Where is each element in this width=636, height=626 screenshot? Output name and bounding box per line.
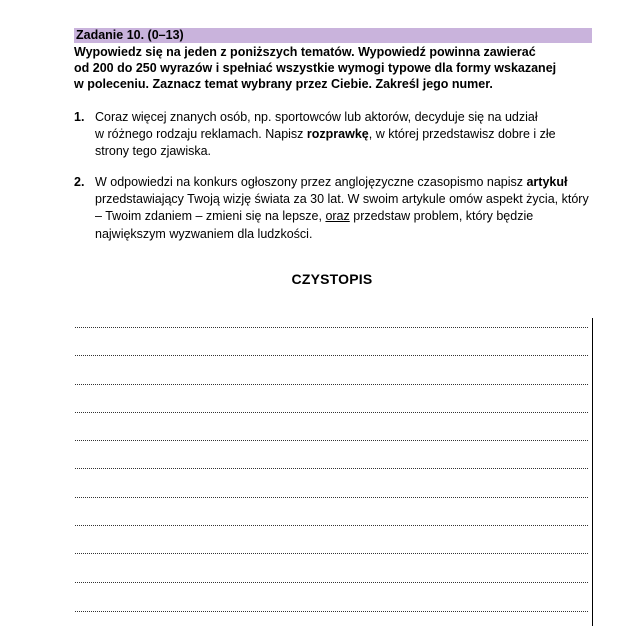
- writing-line[interactable]: [75, 440, 588, 441]
- writing-line[interactable]: [75, 611, 588, 612]
- instruction-line: w poleceniu. Zaznacz temat wybrany przez Ciebie. Zakreśl jego numer.: [74, 76, 493, 91]
- writing-line[interactable]: [75, 525, 588, 526]
- instruction-line: Wypowiedz się na jeden z poniższych tematów. Wypowiedź powinna zawierać: [74, 45, 536, 59]
- topic-line: Coraz więcej znanych osób, np. sportowców lub aktorów, decyduje się na udział: [95, 110, 538, 124]
- topic-number[interactable]: 2.: [74, 175, 85, 189]
- section-title-text: CZYSTOPIS: [291, 271, 373, 287]
- task-title: Zadanie 10. (0–13): [76, 28, 184, 42]
- writing-line[interactable]: [75, 384, 588, 385]
- writing-line[interactable]: [75, 553, 588, 554]
- topic-line: strony tego zjawiska.: [95, 144, 212, 159]
- topic-text: [95, 109, 556, 161]
- topic-text-segment: – Twoim zdaniem – zmieni się na lepsze,: [95, 209, 326, 224]
- topic-text-segment: w różnego rodzaju reklamach. Napisz: [95, 127, 307, 142]
- section-title: [0, 271, 636, 287]
- task-instructions: [74, 45, 556, 92]
- writing-line[interactable]: [75, 582, 588, 583]
- essay-form-emphasis: artykuł: [526, 175, 568, 189]
- topic-text: [95, 174, 589, 243]
- topic-line: [95, 174, 589, 191]
- topic-text-segment: W odpowiedzi na konkurs ogłoszony przez anglojęzyczne czasopismo napisz: [95, 175, 527, 189]
- instruction-line: od 200 do 250 wyrazów i spełniać wszystkie wymogi typowe dla formy wskazanej: [74, 60, 557, 75]
- topic-text-segment: przedstaw problem, który będzie: [349, 209, 534, 224]
- underlined-word: oraz: [325, 209, 350, 224]
- topic-line: [95, 126, 556, 143]
- writing-line[interactable]: [75, 327, 588, 328]
- topic-line: największym wyzwaniem dla ludzkości.: [95, 226, 313, 241]
- writing-line[interactable]: [75, 355, 588, 356]
- writing-line[interactable]: [75, 412, 588, 413]
- topic-line: przedstawiający Twoją wizję świata za 30 lat. W swoim artykule omów aspekt życia, który: [95, 192, 589, 207]
- writing-line[interactable]: [75, 468, 588, 469]
- topic-text-segment: , w której przedstawisz dobre i złe: [368, 127, 556, 142]
- topic-number[interactable]: 1.: [74, 110, 85, 124]
- essay-form-emphasis: rozprawkę: [306, 127, 369, 142]
- writing-area-border: [592, 318, 593, 626]
- writing-line[interactable]: [75, 497, 588, 498]
- topic-line: [95, 208, 589, 225]
